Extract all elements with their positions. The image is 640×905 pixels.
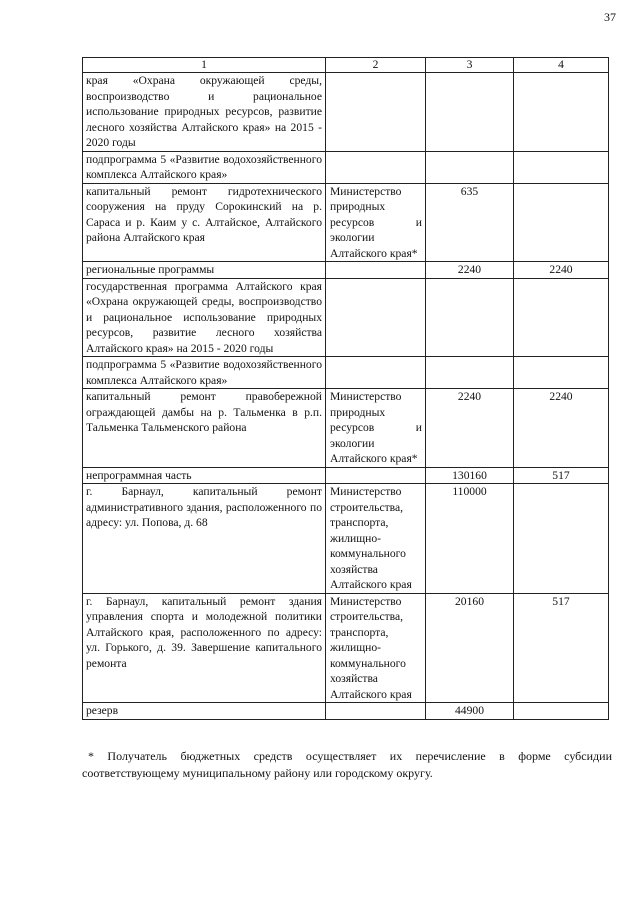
column-header-4: 4 — [514, 58, 609, 73]
row-amount-2019: 517 — [514, 467, 609, 484]
row-amount-2018: 44900 — [426, 703, 514, 720]
row-amount-2018: 110000 — [426, 484, 514, 594]
row-amount-2018: 130160 — [426, 467, 514, 484]
row-amount-2018: 20160 — [426, 593, 514, 703]
footnote: * Получатель бюджетных средств осуществляет их перечисление в форме субсидии соответствующему муниципальному району или городскому округу. — [82, 749, 612, 780]
row-amount-2019 — [514, 484, 609, 594]
column-header-2: 2 — [326, 58, 426, 73]
page-number: 37 — [604, 10, 616, 24]
row-ministry: Министерство строительства, транспорта, жилищно-коммунального хозяйства Алтайского края — [326, 484, 426, 594]
budget-table-wrapper — [82, 57, 608, 720]
row-ministry: Министерство природных ресурсов и экологии Алтайского края* — [326, 183, 426, 262]
column-header-1: 1 — [83, 58, 326, 73]
row-regional-programs: региональные программы — [83, 262, 326, 279]
table-row — [83, 357, 609, 389]
row-ministry — [326, 262, 426, 279]
table-row — [83, 262, 609, 279]
row-ministry — [326, 278, 426, 357]
row-ministry — [326, 703, 426, 720]
row-reserve: резерв — [83, 703, 326, 720]
row-ministry: Министерство природных ресурсов и экологии Алтайского края* — [326, 389, 426, 468]
row-ministry — [326, 151, 426, 183]
row-subprogram-5: подпрограмма 5 «Развитие водохозяйственного комплекса Алтайского края» — [83, 151, 326, 183]
table-row — [83, 593, 609, 703]
row-amount-2019: 517 — [514, 593, 609, 703]
row-amount-2019 — [514, 357, 609, 389]
row-ministry — [326, 467, 426, 484]
row-amount-2018: 2240 — [426, 262, 514, 279]
row-amount-2019: 2240 — [514, 262, 609, 279]
table-row — [83, 467, 609, 484]
row-non-program-part: непрограммная часть — [83, 467, 326, 484]
row-state-program: государственная программа Алтайского края «Охрана окружающей среды, воспроизводство и рациональное использование природных ресурсов, развитие лесного хозяйства Алтайского края» на 2015 - 2020 годы — [83, 278, 326, 357]
row-amount-2019 — [514, 278, 609, 357]
row-amount-2019 — [514, 73, 609, 152]
row-repair-gorkogo-39: г. Барнаул, капитальный ремонт здания управления спорта и молодежной политики Алтайского края, расположенного по адресу: ул. Горького, д. 39. Завершение капитального ремонта — [83, 593, 326, 703]
table-row — [83, 151, 609, 183]
row-amount-2018 — [426, 278, 514, 357]
table-row — [83, 484, 609, 594]
row-amount-2018: 2240 — [426, 389, 514, 468]
budget-table — [82, 57, 609, 720]
row-amount-2019: 2240 — [514, 389, 609, 468]
row-amount-2019 — [514, 183, 609, 262]
table-row — [83, 73, 609, 152]
row-subprogram-5: подпрограмма 5 «Развитие водохозяйственного комплекса Алтайского края» — [83, 357, 326, 389]
table-row — [83, 278, 609, 357]
row-amount-2018 — [426, 73, 514, 152]
row-ministry — [326, 357, 426, 389]
table-row — [83, 183, 609, 262]
row-amount-2019 — [514, 703, 609, 720]
row-repair-sorokinsky-pond: капитальный ремонт гидротехнического сооружения на пруду Сорокинский на р. Сараса и р. Каим у с. Алтайское, Алтайского района Алтайского края — [83, 183, 326, 262]
table-row — [83, 703, 609, 720]
row-ministry: Министерство строительства, транспорта, жилищно-коммунального хозяйства Алтайского края — [326, 593, 426, 703]
row-program-title-cont: края «Охрана окружающей среды, воспроизводство и рациональное использование природных ресурсов, развитие лесного хозяйства Алтайского края» на 2015 - 2020 годы — [83, 73, 326, 152]
table-header-row — [83, 58, 609, 73]
row-amount-2018: 635 — [426, 183, 514, 262]
row-ministry — [326, 73, 426, 152]
row-amount-2018 — [426, 357, 514, 389]
column-header-3: 3 — [426, 58, 514, 73]
row-repair-talmenka-dam: капитальный ремонт правобережной ограждающей дамбы на р. Тальменка в р.п. Тальменка Тальменского района — [83, 389, 326, 468]
row-amount-2018 — [426, 151, 514, 183]
row-repair-popova-68: г. Барнаул, капитальный ремонт административного здания, расположенного по адресу: ул. Попова, д. 68 — [83, 484, 326, 594]
table-row — [83, 389, 609, 468]
row-amount-2019 — [514, 151, 609, 183]
